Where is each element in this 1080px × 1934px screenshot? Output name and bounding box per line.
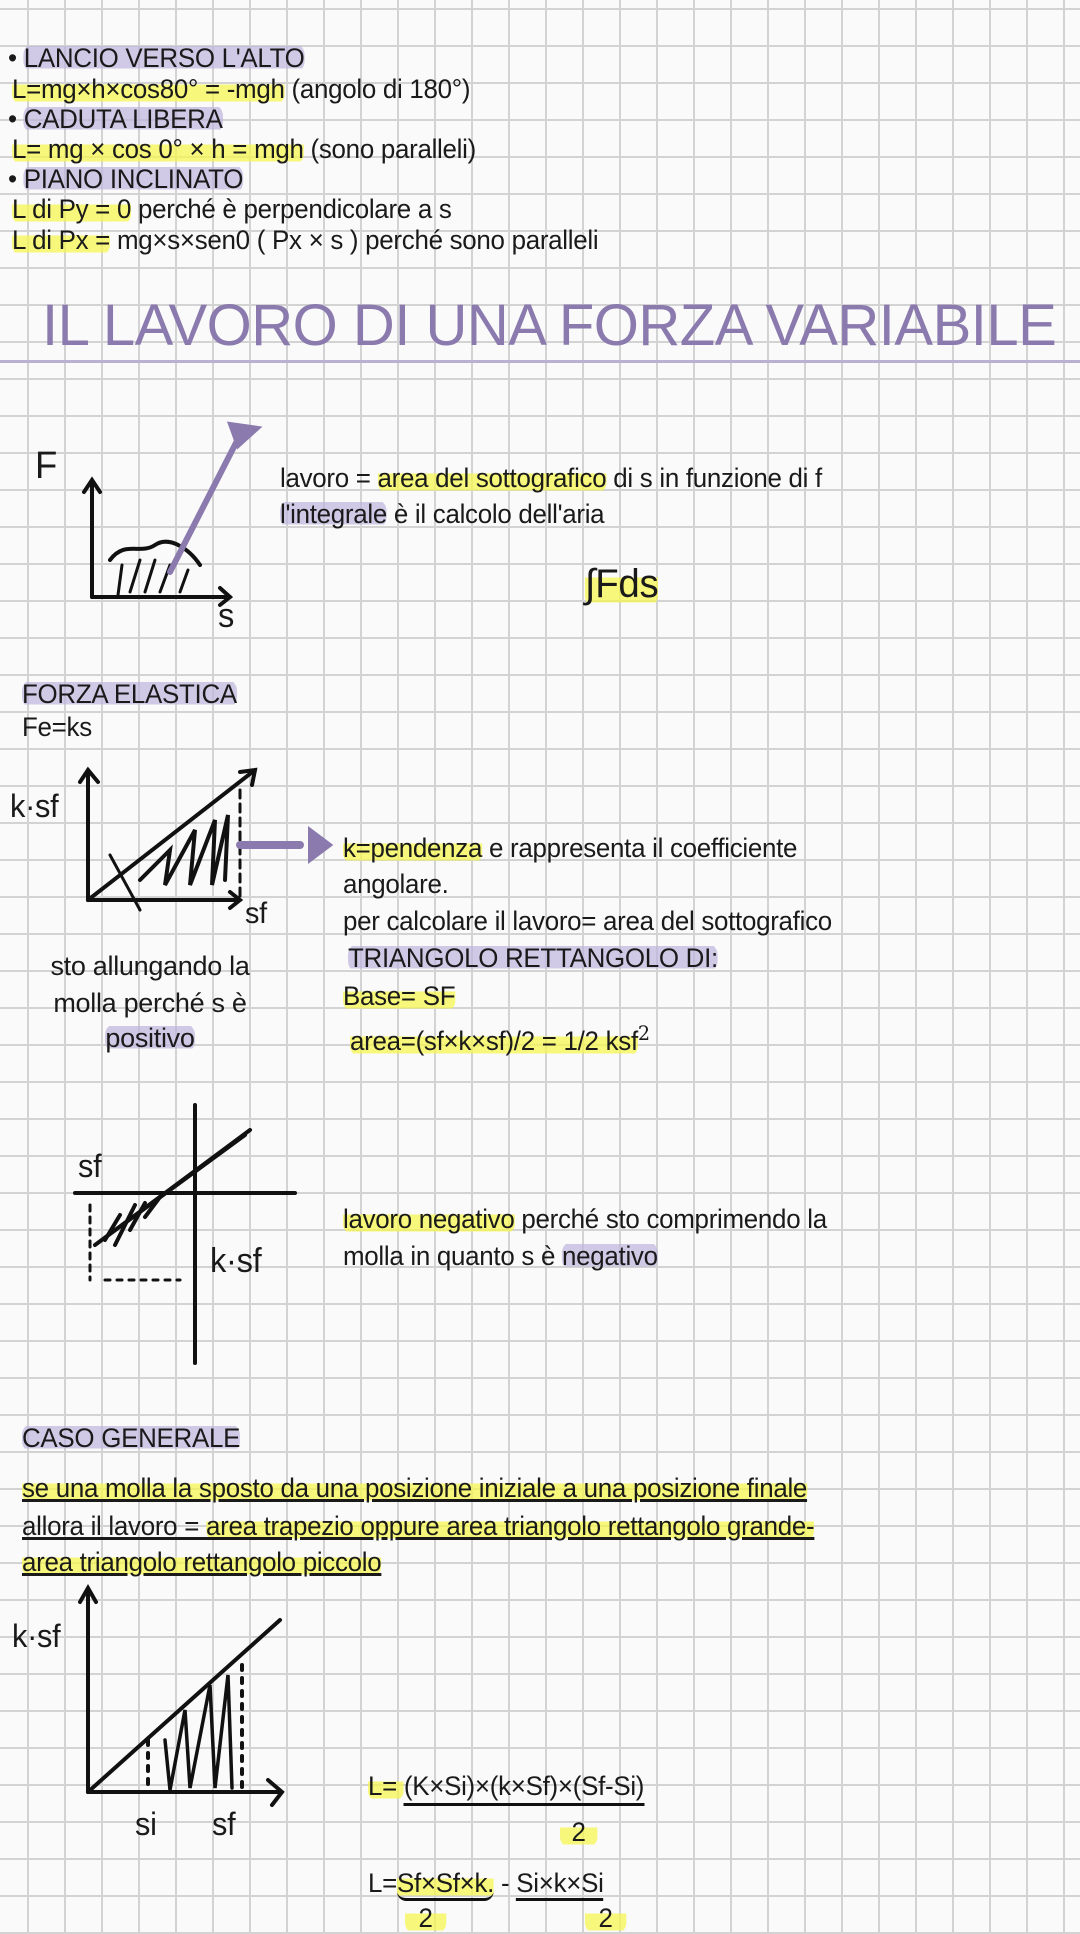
heading-caduta: • CADUTA LIBERA	[8, 104, 223, 134]
variable-force-line2: l'integrale è il calcolo dell'aria	[280, 499, 605, 529]
heading-caso-generale: CASO GENERALE	[22, 1423, 241, 1453]
graph1-y-label: F	[35, 445, 58, 487]
general-y-label: k·sf	[12, 1618, 61, 1654]
title-divider	[0, 360, 1080, 363]
formula-py: L di Py = 0 perché è perpendicolare a s	[12, 194, 452, 224]
heading-lancio: • LANCIO VERSO L'ALTO	[8, 43, 305, 73]
negative-x-label: k·sf	[210, 1242, 262, 1280]
general-x-label-si: si	[135, 1806, 157, 1842]
formula-differenza-den1: 2	[405, 1902, 446, 1934]
elastic-area: area=(sf×k×sf)/2 = 1/2 ksf$^2$	[350, 1021, 650, 1056]
page-title: IL LAVORO DI UNA FORZA VARIABILE	[42, 293, 1057, 358]
elastic-formula: Fe=ks	[22, 712, 92, 742]
general-line1: se una molla la sposto da una posizione iniziale a una posizione finale	[22, 1473, 808, 1503]
elastic-y-label: k·sf	[10, 788, 59, 824]
negative-line2: molla in quanto s è negativo	[343, 1241, 658, 1271]
graph1-x-label: s	[218, 597, 235, 635]
elastic-caption-1: sto allungando la	[50, 951, 250, 981]
elastic-slope-line: k=pendenza e rappresenta il coefficiente	[343, 833, 798, 863]
general-line3: area triangolo rettangolo piccolo	[22, 1547, 382, 1577]
variable-force-line1: lavoro = area del sottografico di s in funzione di f	[280, 463, 822, 493]
integral-formula: ∫Fds	[585, 562, 659, 606]
general-x-label-sf: sf	[212, 1806, 236, 1842]
heading-piano: • PIANO INCLINATO	[8, 164, 244, 194]
elastic-triangle: TRIANGOLO RETTANGOLO DI:	[348, 943, 718, 973]
negative-graph-sketch	[60, 1105, 300, 1365]
formula-differenza-den2: 2	[585, 1902, 626, 1934]
elastic-x-label: sf	[245, 897, 267, 930]
formula-lancio: L=mg×h×cos80° = -mgh (angolo di 180°)	[12, 74, 471, 104]
elastic-base: Base= SF	[343, 981, 456, 1011]
elastic-graph-sketch	[0, 760, 280, 930]
elastic-caption-3: positivo	[105, 1023, 195, 1053]
elastic-line2: angolare.	[343, 869, 449, 899]
elastic-caption-2: molla perché s è	[53, 988, 247, 1018]
formula-caduta: L= mg × cos 0° × h = mgh (sono paralleli)	[12, 134, 476, 164]
formula-trapezio: L= (K×Si)×(k×Sf)×(Sf-Si)	[368, 1770, 644, 1802]
formula-trapezio-denominator: 2	[560, 1816, 597, 1848]
negative-line1: lavoro negativo perché sto comprimendo la	[343, 1204, 827, 1234]
formula-px: L di Px = mg×s×sen0 ( Px × s ) perché sono paralleli	[12, 225, 599, 255]
negative-y-label: sf	[78, 1148, 102, 1184]
heading-forza-elastica: FORZA ELASTICA	[22, 679, 237, 709]
general-line2: allora il lavoro = area trapezio oppure area triangolo rettangolo grande-	[22, 1511, 815, 1541]
elastic-line3: per calcolare il lavoro= area del sottografico	[343, 906, 832, 936]
formula-differenza: L=Sf×Sf×k. - Si×k×Si	[368, 1867, 604, 1899]
